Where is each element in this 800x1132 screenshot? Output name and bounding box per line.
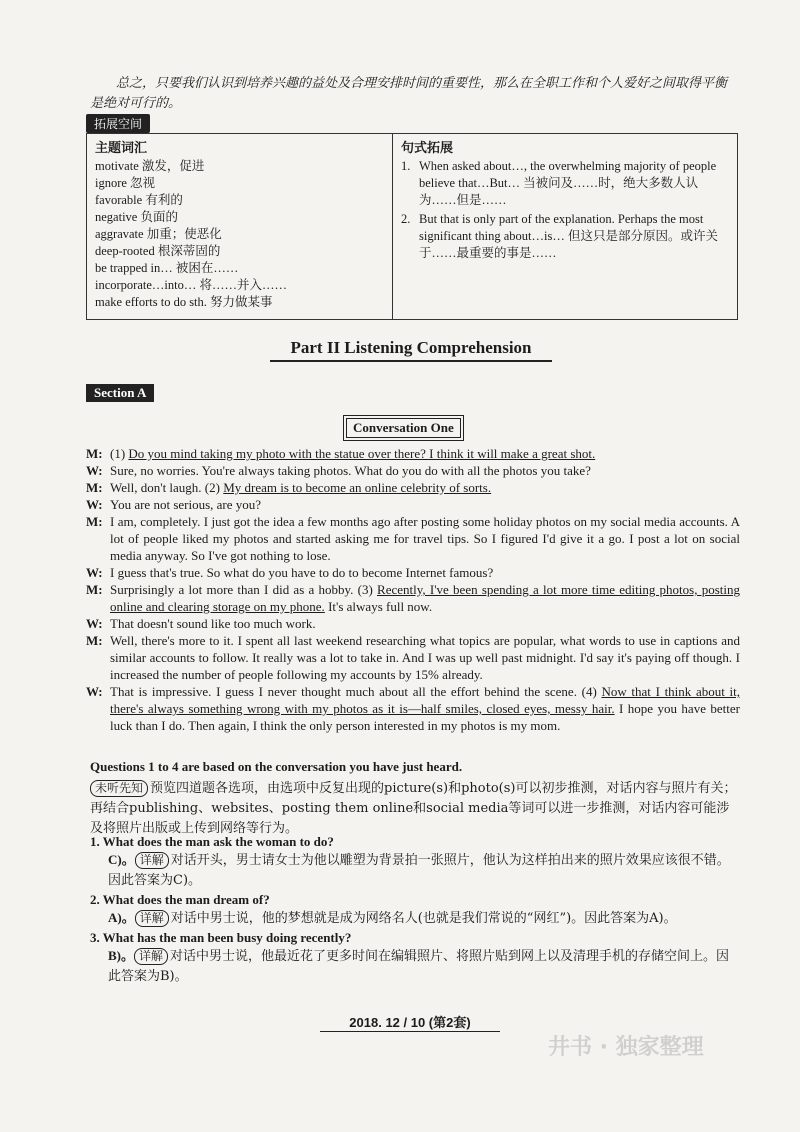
vocab-item: make efforts to do sth. 努力做某事 [95,295,273,309]
pattern-text: But that is only part of the explanation. Perhaps the most significant thing about…is… 但这只是部分原因。或许关于……最重要的事是…… [419,212,718,260]
answer-letter: B)。 [108,948,135,963]
dialogue-segment: It's always full now. [324,599,433,614]
preview-paragraph [90,779,740,839]
extension-box [86,133,738,320]
speaker-label: W: [86,684,103,699]
watermark-text: 井书 · 独家整理 [548,1035,704,1060]
speaker-label: W: [86,497,103,512]
dialogue-segment: I guess that's true. So what do you have to do to become Internet famous? [110,565,494,580]
dialogue-segment: Sure, no worries. You're always taking photos. What do you do with all the photos you take? [110,463,591,478]
dialogue-line [86,581,740,615]
answer-letter: A)。 [108,910,135,925]
speaker-label: M: [86,514,103,529]
dialogue-text [110,683,740,734]
dialogue-line [86,445,740,462]
dialogue-text [110,462,740,479]
conversation-title: Conversation One [346,418,461,438]
question-item [90,929,740,987]
dialogue-segment: You are not serious, are you? [110,497,262,512]
vocab-item: incorporate…into… 将……并入…… [95,278,287,292]
dialogue-line [86,479,740,496]
underlined-answer-text: My dream is to become an online celebrity of sorts. [223,480,492,495]
answer-explanation: 对话中男士说，他的梦想就是成为网络名人(也就是我们常说的“网红”)。因此答案为A)。 [170,911,677,926]
dialogue-segment: (1) [110,446,129,461]
vocab-item: motivate 激发，促进 [95,159,205,173]
question-answer [90,908,740,929]
question-stem: 3. What has the man been busy doing recently? [90,930,352,945]
preview-text: 预览四道题各选项，由选项中反复出现的picture(s)和photo(s)可以初步推测，对话内容与照片有关；再结合publishing、websites、posting them online和social media等词可以进一步推测，对话内容可能涉及将照片出版或上传到网络等行为。 [90,781,737,836]
vocab-column [87,134,393,319]
vocab-item: negative 负面的 [95,210,178,224]
question-answer [90,946,740,987]
dialogue-text [110,479,740,496]
underlined-answer-text: Now that I think about it, there's always something wrong with my photos as it is—half smiles, closed eyes, messy hair. [110,684,740,716]
answer-explanation: 对话中男士说，他最近花了更多时间在编辑照片、将照片贴到网上以及清理手机的存储空间上。因此答案为B)。 [108,949,730,984]
speaker-label: W: [86,616,103,631]
vocab-item: be trapped in… 被困在…… [95,261,239,275]
dialogue-segment: That is impressive. I guess I never thought much about all the effort behind the scene. (4) [110,684,602,699]
vocab-item: ignore 忽视 [95,176,156,190]
question-stem: 2. What does the man dream of? [90,892,270,907]
dialogue-line [86,513,740,564]
detail-tag: 详解 [134,948,168,965]
dialogue-text [110,632,740,683]
vocab-item: aggravate 加重；使恶化 [95,227,222,241]
summary-paragraph: 总之，只要我们认识到培养兴趣的益处及合理安排时间的重要性，那么在全职工作和个人爱好之间取得平衡是绝对可行的。 [90,76,728,111]
patterns-title: 句式拓展 [401,141,454,156]
dialogue-segment: Well, don't laugh. (2) [110,480,224,495]
dialogue-text [110,513,740,564]
vocab-item: favorable 有利的 [95,193,183,207]
speaker-label: M: [86,480,103,495]
vocab-title: 主题词汇 [95,141,148,156]
pattern-item [401,158,729,209]
speaker-label: M: [86,582,103,597]
extension-label: 拓展空间 [86,114,150,133]
dialogue-line [86,683,740,734]
dialogue-text [110,564,740,581]
dialogue [86,445,740,734]
dialogue-segment: Well, there's more to it. I spent all last weekend researching what topics are popular, what words to use in captions and similar accounts to follow. It really was a lot to take in. And I was up well past midnight. I'd say it's paying off though. I increased the number of people following my accounts by 15% already. [110,633,740,682]
dialogue-line [86,564,740,581]
pattern-item [401,211,729,262]
speaker-label: M: [86,633,103,648]
detail-tag: 详解 [135,852,169,869]
question-answer [90,850,740,891]
answer-explanation: 对话开头，男士请女士为他以雕塑为背景拍一张照片，他认为这样拍出来的照片效果应该很不错。因此答案为C)。 [108,853,730,888]
dialogue-segment: That doesn't sound like too much work. [110,616,316,631]
question-item [90,833,740,891]
dialogue-text [110,496,740,513]
dialogue-segment: I am, completely. I just got the idea a few months ago after posting some holiday photos on my social media accounts. A lot of people liked my photos and started asking me for travel tips. So I figured I'd give it a go. I post a lot on social media anyway. So I've got nothing to lose. [110,514,740,563]
preview-tag: 未听先知 [90,780,148,797]
section-label: Section A [86,384,154,402]
pattern-number: 2. [401,212,411,226]
detail-tag: 详解 [135,910,169,927]
speaker-label: M: [86,446,103,461]
dialogue-line [86,496,740,513]
dialogue-line [86,462,740,479]
dialogue-segment: Surprisingly a lot more than I did as a hobby. (3) [110,582,378,597]
dialogue-text [110,445,740,462]
patterns-column [393,134,737,319]
question-stem: 1. What does the man ask the woman to do? [90,834,334,849]
dialogue-text [110,581,740,615]
vocab-item: deep-rooted 根深蒂固的 [95,244,221,258]
answer-letter: C)。 [108,852,135,867]
speaker-label: W: [86,565,103,580]
pattern-number: 1. [401,159,411,173]
dialogue-segment: I hope you have better luck than I do. Then again, I think the only person interested in my photos is my mom. [110,701,740,733]
speaker-label: W: [86,463,103,478]
questions-heading: Questions 1 to 4 are based on the conversation you have just heard. [90,759,463,774]
dialogue-line [86,615,740,632]
underlined-answer-text: Do you mind taking my photo with the statue over there? I think it will make a great shot. [128,446,596,461]
underlined-answer-text: Recently, I've been spending a lot more time editing photos, posting online and clearing storage on my phone. [110,582,740,614]
part-title: Part II Listening Comprehension [270,338,552,362]
dialogue-text [110,615,740,632]
pattern-text: When asked about…, the overwhelming majority of people believe that…But… 当被问及……时，绝大多数人认为……但是…… [419,159,717,207]
question-item [90,891,740,929]
page-footer: 2018. 12 / 10 (第2套) [320,1012,500,1032]
dialogue-line [86,632,740,683]
